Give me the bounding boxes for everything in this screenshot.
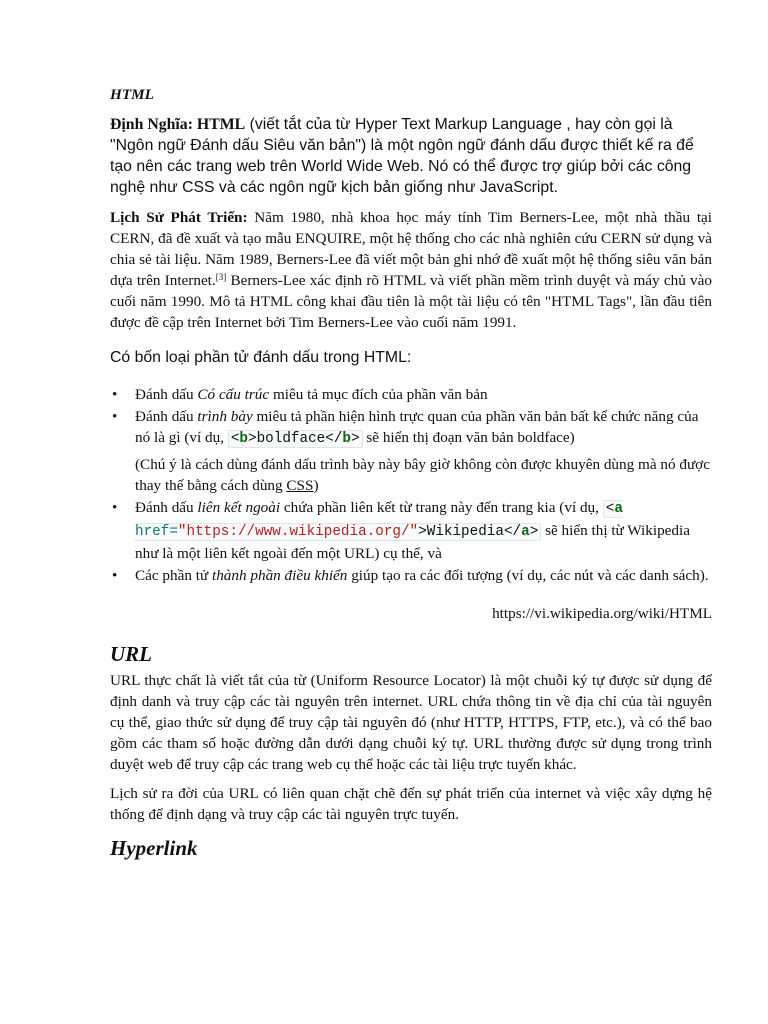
definition-label: Định Nghĩa: HTML bbox=[110, 116, 246, 133]
source-url[interactable]: https://vi.wikipedia.org/wiki/HTML bbox=[492, 605, 712, 622]
item-text: Đánh dấu bbox=[135, 499, 198, 516]
bullet-icon: • bbox=[112, 386, 118, 403]
item-text: Đánh dấu bbox=[135, 408, 198, 425]
markup-types-list bbox=[110, 384, 712, 586]
css-note: (Chú ý là cách dùng đánh dấu trình bày này bây giờ không còn được khuyên dùng mà nó được thay thế bằng cách dùng CSS) bbox=[135, 456, 710, 494]
item-text: sẽ hiển thị đoạn văn bản boldface) bbox=[362, 429, 575, 446]
item-emphasis: thành phần điều khiển bbox=[211, 567, 348, 584]
list-item bbox=[110, 565, 712, 586]
citation-ref[interactable]: [3] bbox=[215, 272, 227, 282]
item-text: Các phần tử bbox=[135, 567, 212, 584]
html-heading: HTML bbox=[110, 86, 154, 103]
html-definition bbox=[110, 114, 712, 198]
item-emphasis: Có cấu trúc bbox=[197, 386, 270, 403]
url-heading: URL bbox=[110, 642, 152, 666]
item-text: miêu tả phần hiện hình trực quan của phần văn bản bất kể chức năng của nó là gì (ví dụ, bbox=[135, 408, 699, 446]
hyperlink-heading: Hyperlink bbox=[110, 836, 198, 860]
definition-text: (viết tắt của từ Hyper Text Markup Language , hay còn gọi là "Ngôn ngữ Đánh dấu Siêu văn bản") là một ngôn ngữ đánh dấu được thiết kế ra để tạo nên các trang web trên World Wide Web. Nó có thể được trợ giúp bởi các công nghệ như CSS và các ngôn ngữ kịch bản giống như JavaScript. bbox=[110, 116, 694, 196]
css-link[interactable]: CSS bbox=[286, 477, 314, 494]
list-item bbox=[110, 406, 712, 496]
html-history bbox=[110, 207, 712, 333]
item-emphasis: liên kết ngoài bbox=[197, 499, 281, 516]
url-paragraph-1: URL thực chất là viết tắt của từ (Uniform Resource Locator) là một chuỗi ký tự được sử dụng để định danh và truy cập các tài nguyên trên internet. URL chứa thông tin về địa chỉ của tài nguyên cụ thể, giao thức sử dụng để truy cập tài nguyên đó (như HTTP, HTTPS, FTP, etc.), và có thể bao gồm các tham số hoặc đường dẫn dưới dạng chuỗi ký tự. URL thường được sử dụng trong trình duyệt web để truy cập các trang web cụ thể hoặc các tài liệu trực tuyến khác. bbox=[110, 672, 712, 773]
types-intro: Có bốn loại phần tử đánh dấu trong HTML: bbox=[110, 349, 412, 366]
list-item bbox=[110, 384, 712, 405]
url-paragraph-2: Lịch sử ra đời của URL có liên quan chặt chẽ đến sự phát triển của internet và việc xây dựng hệ thống để định dạng và truy cập các tài nguyên trực tuyến. bbox=[110, 785, 712, 823]
item-emphasis: trình bày bbox=[197, 408, 253, 425]
bullet-icon: • bbox=[112, 408, 118, 425]
item-text: sẽ hiển thị từ Wikipedia như là một liên kết ngoài đến một URL) cụ thể, và bbox=[135, 522, 690, 562]
history-text-2: Berners-Lee xác định rõ HTML và viết phần mềm trình duyệt và máy chủ vào cuối năm 1990. Mô tả HTML công khai đầu tiên là một tài liệu có tên "HTML Tags", lần đầu tiên được đề cập trên Internet bởi Tim Berners-Lee vào cuối năm 1991. bbox=[110, 272, 712, 331]
code-sample-bold: <b>boldface</b> bbox=[228, 430, 363, 448]
item-text: chứa phần liên kết từ trang này đến trang kia (ví dụ, bbox=[280, 499, 603, 516]
list-item bbox=[110, 497, 712, 564]
bullet-icon: • bbox=[112, 499, 118, 516]
history-text-1: Năm 1980, nhà khoa học máy tính Tim Berners-Lee, một nhà thầu tại CERN, đã đề xuất và tạo mẫu ENQUIRE, một hệ thống cho các nhà nghiên cứu CERN sử dụng và chia sẻ tài liệu. Năm 1989, Berners-Lee đã viết một bản ghi nhớ đề xuất một hệ thống siêu văn bản dựa trên Internet. bbox=[110, 209, 713, 289]
history-label: Lịch Sử Phát Triển: bbox=[110, 209, 248, 226]
item-text: miêu tả mục đích của phần văn bản bbox=[269, 386, 488, 403]
code-sample-link: <a href="https://www.wikipedia.org/">Wikipedia</a> bbox=[135, 501, 623, 540]
item-text: Đánh dấu bbox=[135, 386, 198, 403]
bullet-icon: • bbox=[112, 567, 118, 584]
document-page bbox=[110, 84, 712, 864]
item-text: giúp tạo ra các đối tượng (ví dụ, các nút và các danh sách). bbox=[347, 567, 709, 584]
